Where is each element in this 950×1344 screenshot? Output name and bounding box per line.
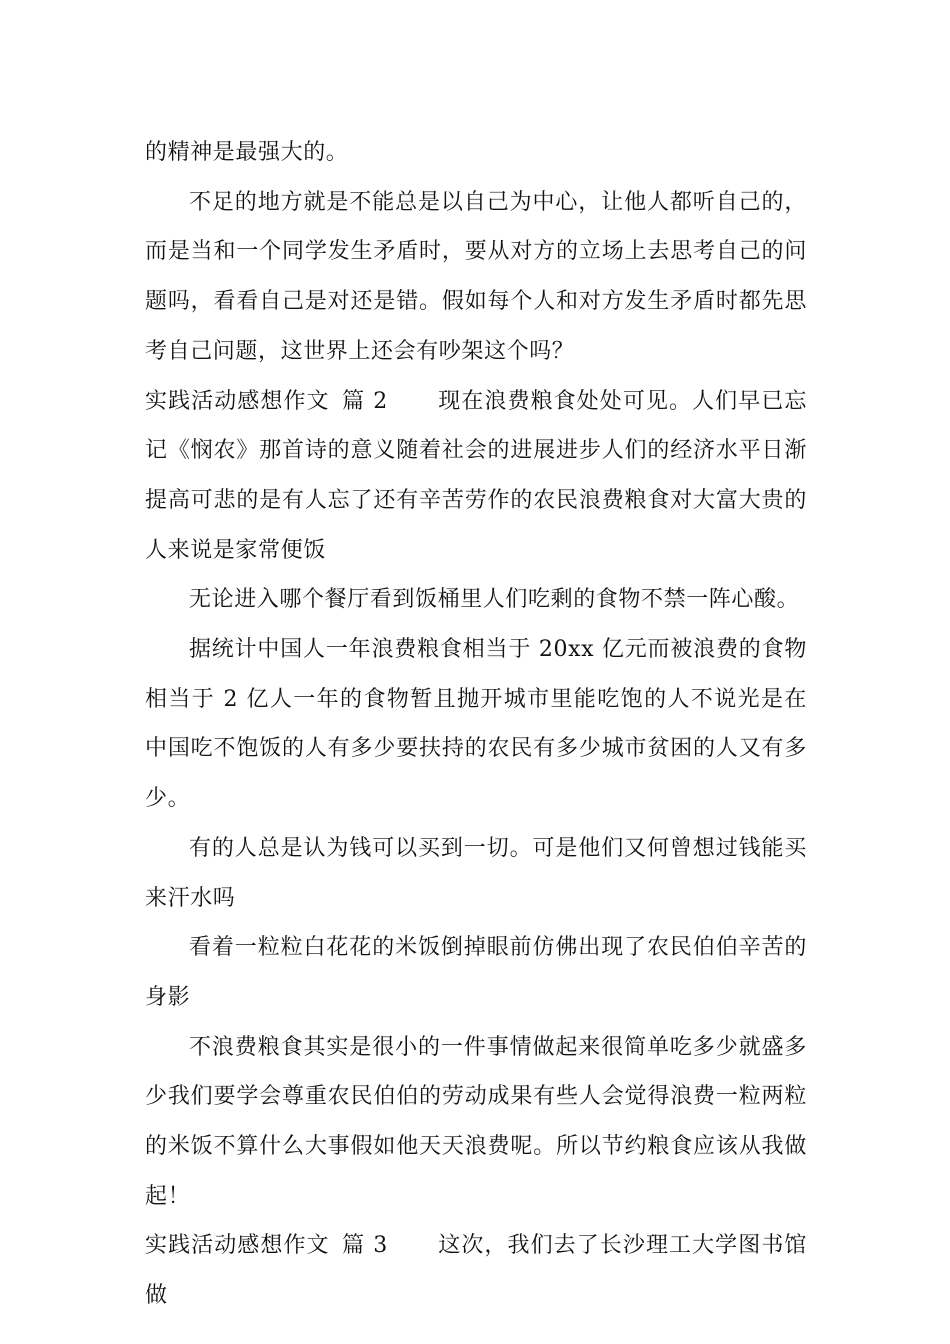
- paragraph: 无论进入哪个餐厅看到饭桶里人们吃剩的食物不禁一阵心酸。: [189, 587, 800, 613]
- paragraph: 看着一粒粒白花花的米饭倒掉眼前仿佛出现了农民伯伯辛苦的身影: [145, 935, 807, 1010]
- document-body: [145, 128, 807, 1321]
- section-text: 这次，我们去了长沙理工大学图书馆做: [145, 1233, 807, 1309]
- section-title: 实践活动感想作文: [145, 388, 330, 414]
- paragraph-continuation: 的精神是最强大的。: [145, 140, 349, 165]
- paragraph: 据统计中国人一年浪费粮食相当于 20xx 亿元而被浪费的食物相当于 2 亿人一年的食物暂且抛开城市里能吃饱的人不说光是在中国吃不饱饭的人有多少要扶持的农民有多少城市贫困的人又有多少。: [145, 637, 807, 812]
- section-text: 现在浪费粮食处处可见。人们早已忘记《悯农》那首诗的意义随着社会的进展进步人们的经济水平日渐提高可悲的是有人忘了还有辛苦劳作的农民浪费粮食对大富大贵的人来说是家常便饭: [145, 388, 807, 563]
- paragraph: 不足的地方就是不能总是以自己为中心，让他人都听自己的，而是当和一个同学发生矛盾时，要从对方的立场上去思考自己的问题吗，看看自己是对还是错。假如每个人和对方发生矛盾时都先思考自己问题，这世界上还会有吵架这个吗？: [145, 189, 807, 364]
- section-number: 篇 2: [341, 388, 388, 414]
- paragraph: 有的人总是认为钱可以买到一切。可是他们又何曾想过钱能买来汗水吗: [145, 835, 807, 911]
- paragraph: 不浪费粮食其实是很小的一件事情做起来很简单吃多少就盛多少我们要学会尊重农民伯伯的劳动成果有些人会觉得浪费一粒两粒的米饭不算什么大事假如他天天浪费呢。所以节约粮食应该从我做起！: [145, 1034, 807, 1209]
- section-title: 实践活动感想作文: [145, 1233, 330, 1259]
- section-number: 篇 3: [341, 1233, 388, 1259]
- section-heading-paragraph: [145, 377, 807, 576]
- section-heading-paragraph: [145, 1221, 807, 1320]
